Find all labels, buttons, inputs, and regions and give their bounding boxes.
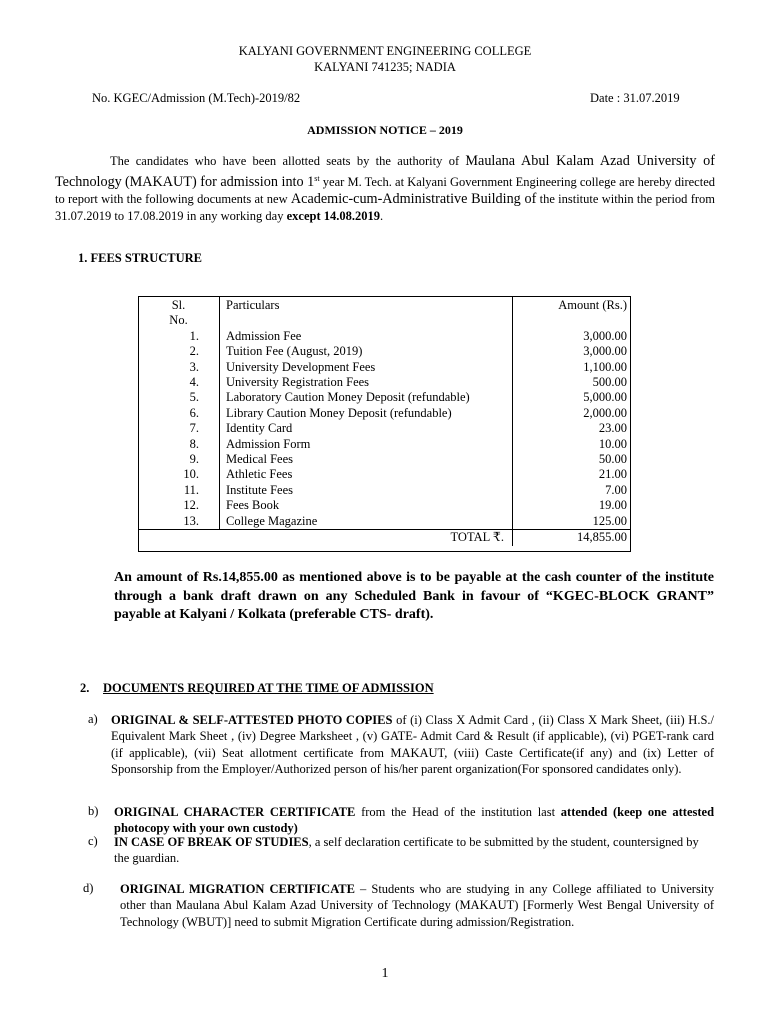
- fee-row: [138, 375, 631, 390]
- fee-row: [138, 498, 631, 513]
- intro-except: except 14.08.2019: [286, 209, 380, 224]
- fee-sl: 6.: [138, 406, 220, 421]
- fee-row: [138, 390, 631, 405]
- col-header-particulars: Particulars: [220, 296, 513, 329]
- fee-sl: 1.: [138, 329, 220, 344]
- payment-note: An amount of Rs.14,855.00 as mentioned above is to be payable at the cash counter of the institute through a bank draft drawn on any Scheduled Bank in favour of “KGEC-BLOCK GRANT” payable at Kalyani / Kolkata (preferable CTS- draft).: [114, 570, 714, 622]
- intro-building: Academic-cum-Administrative Building of: [290, 191, 537, 208]
- fee-particular: Library Caution Money Deposit (refundable): [220, 406, 513, 421]
- item-a-label: a): [88, 712, 98, 726]
- fee-row: [138, 344, 631, 359]
- item-c-label: c): [88, 834, 98, 848]
- fee-row: [138, 467, 631, 482]
- document-item-a: ORIGINAL & SELF-ATTESTED PHOTO COPIES of (i) Class X Admit Card , (ii) Class X Mark Sheet, (iii) H.S./ Equivalent Mark Sheet , (iv) Degree Marksheet , (v) GATE- Admit Card & Result (if applicable), (vi) PGET-rank card (if applicable), (vii) Seat allotment certificate from MAKAUT, (viii) Caste Certificate(if any) and (ix) Letter of Sponsorship from the Employer/Authorized person of his/her parent organization(For sponsored candidates only).: [111, 713, 715, 776]
- fee-row: [138, 437, 631, 452]
- intro-text-2: (MAKAUT) for admission into 1: [124, 174, 315, 191]
- notice-title: ADMISSION NOTICE – 2019: [307, 123, 463, 137]
- intro-period: .: [379, 209, 384, 224]
- fee-amount: 23.00: [598, 421, 627, 436]
- fee-row: [138, 360, 631, 375]
- fee-sl: 9.: [138, 452, 220, 467]
- col-header-amount: Amount (Rs.): [558, 298, 627, 312]
- fee-amount: 125.00: [592, 513, 627, 528]
- fee-amount: 2,000.00: [583, 405, 627, 420]
- fee-total-label: TOTAL ₹.: [138, 530, 513, 546]
- fee-amount: 500.00: [592, 375, 627, 390]
- fees-heading: 1. FEES STRUCTURE: [78, 251, 202, 265]
- document-item-d: ORIGINAL MIGRATION CERTIFICATE – Students who are studying in any College affiliated to University other than Maulana Abul Kalam Azad University of Technology (MAKAUT) [Formerly West Bengal University of Technology (WBUT)] need to submit Migration Certificate during admission/Registration.: [120, 882, 715, 929]
- fee-sl: 2.: [138, 344, 220, 359]
- fee-row: [138, 483, 631, 498]
- intro-text-1: The candidates who have been allotted seats by the authority of: [110, 154, 460, 168]
- intro-text-4: the institute within the period from 31.07.2019 to 17.08.2019 in any working day: [55, 192, 715, 224]
- fee-particular: Laboratory Caution Money Deposit (refundable): [220, 390, 513, 405]
- fees-table: [138, 296, 631, 546]
- document-item-c: IN CASE OF BREAK OF STUDIES, a self declaration certificate to be submitted by the student, countersigned by the guardian.: [114, 835, 699, 866]
- item-b-label: b): [88, 804, 99, 818]
- fee-particular: Admission Form: [220, 437, 513, 452]
- fee-row: [138, 329, 631, 344]
- fee-sl: 13.: [138, 514, 220, 530]
- fee-row: [138, 514, 631, 530]
- fee-amount: 21.00: [598, 467, 627, 482]
- fee-total-row: [138, 530, 631, 546]
- fee-sl: 3.: [138, 360, 220, 375]
- fee-particular: Tuition Fee (August, 2019): [220, 344, 513, 359]
- documents-heading-number: 2.: [80, 681, 90, 695]
- fee-amount: 19.00: [598, 498, 627, 513]
- col-header-sl: Sl. No.: [138, 296, 220, 329]
- fee-sl: 10.: [138, 467, 220, 482]
- fee-row: [138, 421, 631, 436]
- fee-total-amount: 14,855.00: [513, 530, 632, 546]
- fee-amount: 3,000.00: [583, 328, 627, 343]
- fee-particular: Athletic Fees: [220, 467, 513, 482]
- fee-particular: Identity Card: [220, 421, 513, 436]
- fee-particular: Medical Fees: [220, 452, 513, 467]
- reference-number: No. KGEC/Admission (M.Tech)-2019/82: [92, 91, 301, 105]
- fee-amount: 1,100.00: [583, 359, 627, 374]
- college-address: KALYANI 741235; NADIA: [314, 60, 456, 74]
- item-d-label: d): [83, 881, 94, 895]
- intro-paragraph: [55, 153, 715, 225]
- fee-particular: University Development Fees: [220, 360, 513, 375]
- fee-amount: 5,000.00: [583, 390, 627, 405]
- fee-particular: Admission Fee: [220, 329, 513, 344]
- intro-sup: st: [314, 174, 320, 183]
- fee-row: [138, 406, 631, 421]
- fee-sl: 5.: [138, 390, 220, 405]
- document-item-b: ORIGINAL CHARACTER CERTIFICATE from the Head of the institution last attended (keep one attested photocopy with your own custody): [114, 805, 715, 836]
- fee-particular: Fees Book: [220, 498, 513, 513]
- fee-particular: University Registration Fees: [220, 375, 513, 390]
- fee-amount: 50.00: [598, 452, 627, 467]
- fee-sl: 11.: [138, 483, 220, 498]
- fee-amount: 7.00: [605, 482, 627, 497]
- college-name: KALYANI GOVERNMENT ENGINEERING COLLEGE: [238, 44, 532, 58]
- fee-sl: 12.: [138, 498, 220, 513]
- page-number: 1: [381, 966, 389, 981]
- fee-row: [138, 452, 631, 467]
- fee-sl: 4.: [138, 375, 220, 390]
- intro-university: Maulana Abul Kalam Azad University of Technology: [55, 153, 715, 191]
- fee-particular: College Magazine: [220, 514, 513, 530]
- notice-date: Date : 31.07.2019: [590, 91, 680, 105]
- fee-particular: Institute Fees: [220, 483, 513, 498]
- intro-text-3: year M. Tech. at Kalyani Government Engineering college are hereby directed to report with the following documents at new: [55, 175, 716, 207]
- documents-heading: DOCUMENTS REQUIRED AT THE TIME OF ADMISSION: [103, 681, 434, 695]
- fee-sl: 7.: [138, 421, 220, 436]
- fee-sl: 8.: [138, 437, 220, 452]
- fee-amount: 3,000.00: [583, 344, 627, 359]
- fee-amount: 10.00: [598, 436, 627, 451]
